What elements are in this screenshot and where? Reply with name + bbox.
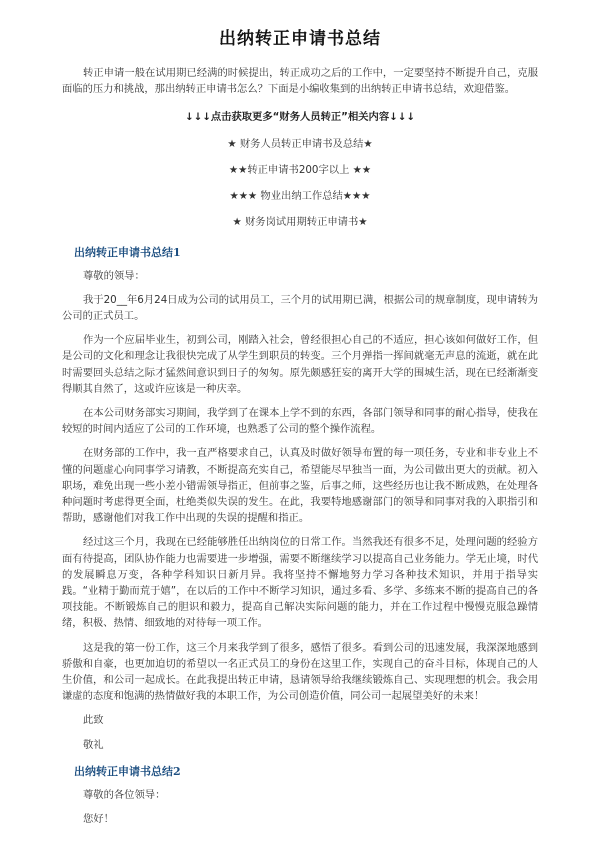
- related-link-1[interactable]: ★ 财务人员转正申请书及总结★: [227, 137, 373, 150]
- section-2-hello: 您好！: [83, 813, 114, 826]
- closing-jing-li: 敬礼: [83, 738, 104, 751]
- related-link-2[interactable]: ★★转正申请书200字以上 ★★: [228, 163, 372, 176]
- section-1-paragraph: 这是我的第一份工作，这三个月来我学到了很多，感悟了很多。看到公司的迅速发展，我深深地感到骄傲和自豪，也更加迫切的希望以一名正式员工的身份在这里工作，实现自己的奋斗目标，体现自己的人生价值，和公司一起成长。在此我提出转正申请，恳请领导给我继续锻炼自己、实现理想的机会。我会用谦虚的态度和饱满的热情做好我的本职工作，为公司创造价值，同公司一起展望美好的未来！: [62, 641, 538, 703]
- closing-ci-zhi: 此致: [83, 714, 104, 727]
- section-2-title: 出纳转正申请书总结2: [74, 764, 181, 778]
- intro-paragraph: 转正申请一般在试用期已经满的时候提出，转正成功之后的工作中，一定要坚持不断提升自己，克服面临的压力和挑战，那出纳转正申请书怎么？下面是小编收集到的出纳转正申请书总结，欢迎借鉴。: [62, 67, 538, 96]
- section-1-paragraph: 作为一个应届毕业生，初到公司，刚踏入社会，曾经很担心自己的不适应，担心该如何做好工作，但是公司的文化和理念让我很快完成了从学生到职员的转变。三个月弹指一挥间就毫无声息的流逝，就在此时需要回头总结之际才猛然间意识到日子的匆匆。原先颇感狂妄的离开大学的围城生活，现在已经渐渐变得顺其自然了，这或许应该是一种庆幸。: [62, 334, 538, 395]
- section-1-greeting: 尊敬的领导：: [83, 269, 145, 282]
- section-1-paragraph: 在本公司财务部实习期间，我学到了在课本上学不到的东西，各部门领导和同事的耐心指导，使我在较短的时间内适应了公司的工作环境，也熟悉了公司的整个操作流程。: [62, 407, 538, 436]
- section-1-paragraph: 在财务部的工作中，我一直严格要求自己，认真及时做好领导布置的每一项任务，专业和非专业上不懂的问题虚心向同事学习请教，不断提高充实自己，希望能尽早独当一面，为公司做出更大的贡献。初入职场，难免出现一些小差小错需领导指正，但前事之鉴，后事之师，这些经历也让我不断成熟，在处理各种问题时考虑得更全面，杜绝类似失误的发生。在此，我要特地感谢部门的领导和同事对我的入职指引和帮助，感谢他们对我工作中出现的失误的提醒和指正。: [62, 447, 538, 525]
- related-heading: ↓↓↓点击获取更多“财务人员转正”相关内容↓↓↓: [184, 111, 416, 124]
- section-1-paragraph: 经过这三个月，我现在已经能够胜任出纳岗位的日常工作。当然我还有很多不足，处理问题的经验方面有待提高，团队协作能力也需要进一步增强，需要不断继续学习以提高自己业务能力。学无止境，时代的发展瞬息万变，各种学科知识日新月异。我将坚持不懈地努力学习各种技术知识，并用于指导实践。“业精于勤而荒于嬉”，在以后的工作中不断学习知识，通过多看、多学、多练来不断的提高自己的各项技能。不断锻炼自己的胆识和毅力，提高自己解决实际问题的能力，并在工作过程中慢慢克服急躁情绪，积极、热情、细致地的对待每一项工作。: [62, 536, 538, 630]
- section-1-title: 出纳转正申请书总结1: [74, 245, 181, 259]
- related-link-4[interactable]: ★ 财务岗试用期转正申请书★: [232, 215, 368, 228]
- related-links: [62, 136, 538, 240]
- page-title: 出纳转正申请书总结: [219, 29, 381, 49]
- related-link-3[interactable]: ★★★ 物业出纳工作总结★★★: [229, 189, 371, 202]
- section-2-greeting: 尊敬的各位领导：: [83, 788, 166, 801]
- section-1-paragraph: 我于20__年6月24日成为公司的试用员工，三个月的试用期已满，根据公司的规章制度，现申请转为公司的正式员工。: [62, 293, 538, 323]
